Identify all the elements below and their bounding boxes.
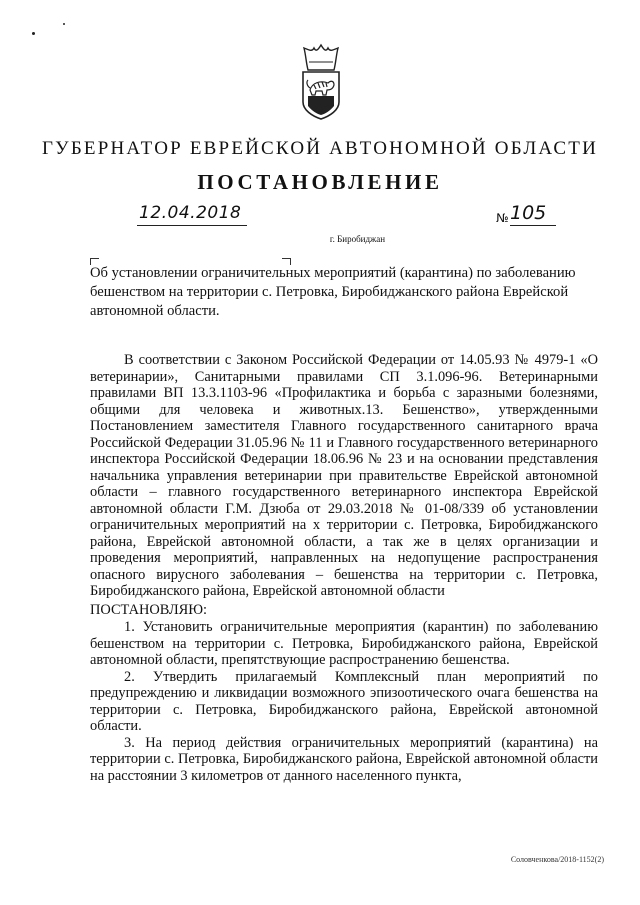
document-kind-title: ПОСТАНОВЛЕНИЕ <box>197 170 443 194</box>
date-field <box>137 205 247 226</box>
document-date: 12.04.2018 <box>139 203 242 223</box>
footer-registry-note: Соловченкова/2018-1152(2) <box>510 855 604 864</box>
scan-speck <box>32 32 35 35</box>
scan-speck <box>63 23 65 25</box>
resolution-item-2: 2. Утвердить прилагаемый Комплексный план мероприятий по предупреждению и ликвидации возможного эпизоотического очага бешенства на территории с. Петровка, Биробиджанского района, Еврейской автономной области. <box>90 668 598 734</box>
document-subject: Об установлении ограничительных мероприятий (карантина) по заболеванию бешенством на территории с. Петровка, Биробиджанского района Еврейской автономной области. <box>90 265 576 319</box>
coat-of-arms-icon <box>300 40 342 120</box>
number-field <box>510 202 556 226</box>
governor-title: ГУБЕРНАТОР ЕВРЕЙСКОЙ АВТОНОМНОЙ ОБЛАСТИ <box>41 138 598 159</box>
number-label: № <box>496 211 509 225</box>
document-number: 105 <box>510 202 547 224</box>
resolution-item-1: 1. Установить ограничительные мероприятия (карантин) по заболеванию бешенством на территории с. Петровка, Биробиджанского района, Еврейской автономной области, препятствующие распространению бешенства. <box>90 619 598 668</box>
resolution-item-3: 3. На период действия ограничительных мероприятий (карантина) на территории с. Петровка, Биробиджанского района, Еврейской автономной области на расстоянии 3 километров от данного населенного пункта, <box>90 734 598 784</box>
document-body <box>90 352 598 784</box>
resolve-heading: ПОСТАНОВЛЯЮ: <box>90 601 208 618</box>
city-label: г. Биробиджан <box>329 234 386 244</box>
preamble-paragraph: В соответствии с Законом Российской Федерации от 14.05.93 № 4979-1 «О ветеринарии», Санитарными правилами СП 3.1.096-96. Ветеринарными правилами ВП 13.3.1103-96 «Профилактика и борьба с заразными болезнями, общими для человека и животных.13. Бешенство», утвержденными Постановлением заместителя Главного государственного санитарного врача Российской Федерации 31.05.96 № 11 и Главного государственного ветеринарного инспектора Российской Федерации 18.06.96 № 23 и на основании представления начальника управления ветеринарии при правительстве Еврейской автономной области – главного государственного ветеринарного инспектора Еврейской автономной области Г.М. Дзюба от 29.03.2018 № 01-08/339 об установлении ограничительных мероприятий на х территории с. Петровка, Биробиджанского района, Еврейской автономной области, а так же в целях организации и проведения мероприятий, направленных на недопущение распространения опасного вирусного заболевания – бешенства на территории с. Петровка, Биробиджанского района, Еврейской автономной области <box>90 352 598 599</box>
